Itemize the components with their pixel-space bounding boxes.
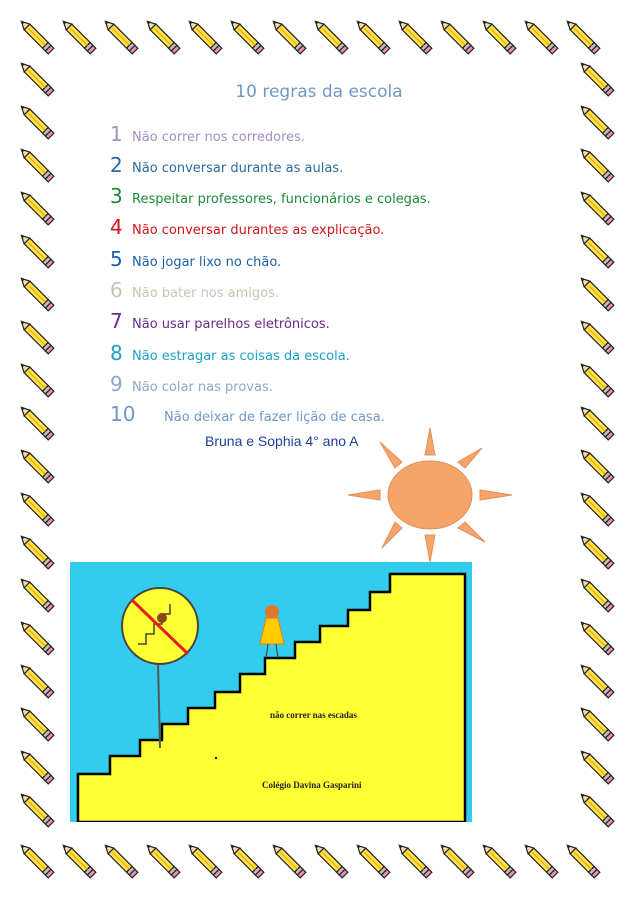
pencil-icon	[18, 361, 60, 403]
pencil-icon	[186, 842, 228, 884]
pencil-icon	[270, 842, 312, 884]
pencil-icon	[578, 619, 620, 661]
rule-item	[110, 153, 343, 181]
pencil-icon	[480, 842, 522, 884]
rule-item	[110, 341, 350, 369]
rule-text: Não bater nos amigos.	[132, 286, 280, 301]
pencil-icon	[18, 791, 60, 833]
pencil-icon	[18, 103, 60, 145]
pencil-icon	[396, 18, 438, 60]
pencil-icon	[578, 748, 620, 790]
pencil-icon	[18, 619, 60, 661]
pencil-icon	[18, 662, 60, 704]
rule-number: 5	[110, 247, 123, 271]
rule-text: Não conversar durante as aulas.	[132, 161, 344, 176]
rule-number: 3	[110, 184, 123, 208]
pencil-icon	[578, 533, 620, 575]
pencil-icon	[18, 576, 60, 618]
pencil-icon	[228, 18, 270, 60]
stairs-drawing	[70, 562, 472, 822]
sun-icon	[340, 420, 520, 570]
pencil-icon	[578, 576, 620, 618]
rule-item	[110, 278, 279, 306]
pencil-icon	[522, 842, 564, 884]
pencil-icon	[578, 232, 620, 274]
pencil-icon	[578, 791, 620, 833]
pencil-icon	[396, 842, 438, 884]
rule-number: 6	[110, 278, 123, 302]
rule-number: 7	[110, 309, 123, 333]
pencil-icon	[144, 18, 186, 60]
drawing-caption: não correr nas escadas	[270, 710, 357, 720]
pencil-icon	[18, 490, 60, 532]
page-title: 10 regras da escola	[235, 82, 403, 102]
pencil-icon	[18, 533, 60, 575]
signature: Bruna e Sophia 4° ano A	[205, 433, 359, 449]
border-top	[18, 18, 638, 78]
pencil-icon	[186, 18, 228, 60]
rule-number: 10	[110, 402, 136, 426]
rule-text: Não jogar lixo no chão.	[132, 255, 282, 270]
pencil-icon	[312, 842, 354, 884]
pencil-icon	[522, 18, 564, 60]
rule-number: 4	[110, 215, 123, 239]
pencil-icon	[18, 18, 60, 60]
pencil-icon	[578, 189, 620, 231]
pencil-icon	[578, 490, 620, 532]
pencil-icon	[102, 842, 144, 884]
pencil-icon	[18, 318, 60, 360]
pencil-icon	[270, 18, 312, 60]
border-left	[18, 60, 68, 850]
pencil-icon	[312, 18, 354, 60]
figure-head	[265, 605, 279, 619]
pencil-icon	[102, 18, 144, 60]
pencil-icon	[578, 146, 620, 188]
pencil-icon	[578, 404, 620, 446]
rule-number: 2	[110, 153, 123, 177]
pencil-icon	[578, 103, 620, 145]
rule-number: 8	[110, 341, 123, 365]
pencil-icon	[18, 232, 60, 274]
pencil-icon	[564, 18, 606, 60]
pencil-icon	[18, 447, 60, 489]
rule-text: Não usar parelhos eletrônicos.	[132, 317, 330, 332]
pencil-icon	[578, 318, 620, 360]
pencil-icon	[18, 748, 60, 790]
pencil-icon	[578, 705, 620, 747]
rule-number: 1	[110, 122, 123, 146]
pencil-icon	[578, 662, 620, 704]
pencil-icon	[438, 18, 480, 60]
pencil-icon	[60, 18, 102, 60]
pencil-icon	[480, 18, 522, 60]
pencil-icon	[18, 146, 60, 188]
rule-item	[110, 122, 305, 150]
pencil-icon	[578, 275, 620, 317]
pencil-icon	[18, 404, 60, 446]
pencil-icon	[228, 842, 270, 884]
pencil-icon	[578, 361, 620, 403]
rule-number: 9	[110, 372, 123, 396]
pencil-icon	[354, 18, 396, 60]
border-bottom	[18, 842, 638, 902]
pencil-icon	[18, 275, 60, 317]
rule-item	[110, 184, 431, 212]
rule-text: Não estragar as coisas da escola.	[132, 349, 350, 364]
rule-text: Não colar nas provas.	[132, 380, 273, 395]
rule-text: Não conversar durantes as explicação.	[132, 223, 385, 238]
rule-text: Respeitar professores, funcionários e colegas.	[132, 192, 431, 207]
rule-item	[110, 372, 273, 400]
pencil-icon	[18, 189, 60, 231]
pencil-icon	[144, 842, 186, 884]
rule-text: Não correr nos corredores.	[132, 130, 306, 145]
rule-item	[110, 309, 330, 337]
pencil-icon	[18, 705, 60, 747]
rule-item	[110, 215, 384, 243]
rule-text: Não deixar de fazer lição de casa.	[164, 410, 385, 425]
pencil-icon	[578, 447, 620, 489]
rule-item	[110, 247, 281, 275]
pencil-icon	[438, 842, 480, 884]
border-right	[578, 60, 628, 850]
pencil-icon	[354, 842, 396, 884]
drawing-school: Colégio Davina Gasparini	[262, 780, 362, 790]
